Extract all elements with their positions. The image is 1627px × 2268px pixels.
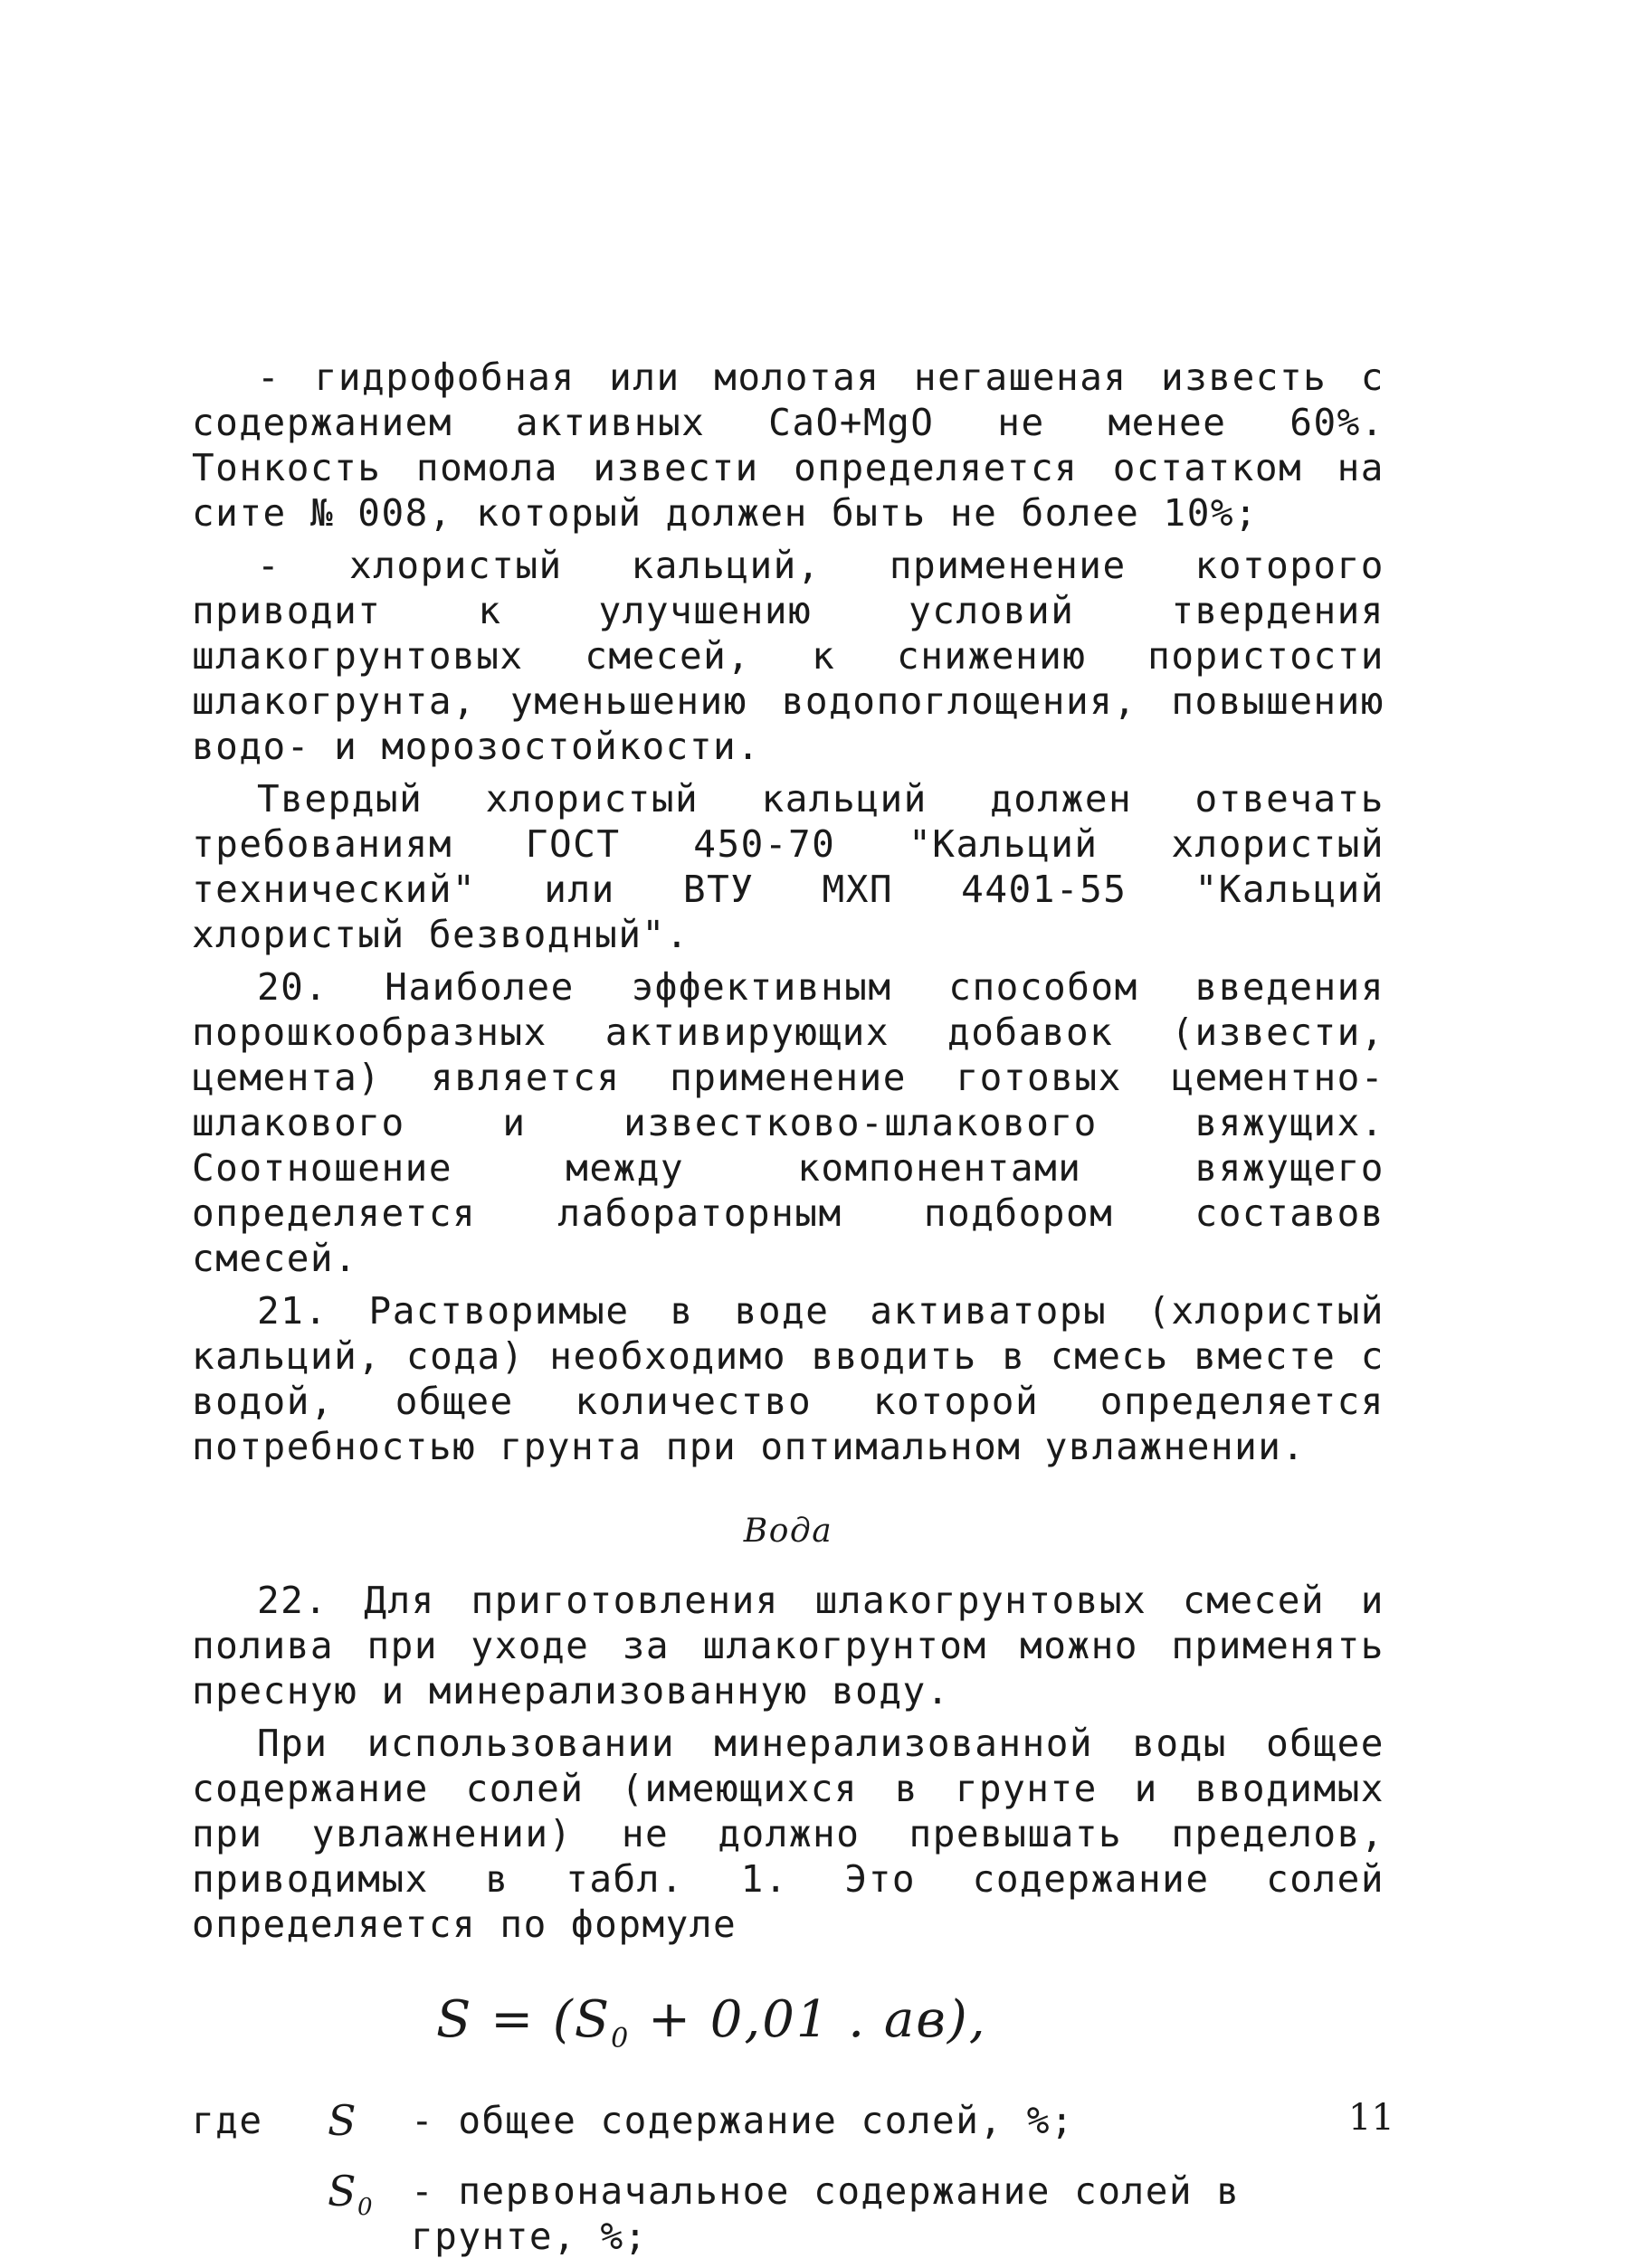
formula-tail: , [968, 1990, 987, 2049]
definition-symbol: $S_0$ [328, 2167, 375, 2222]
body-text [192, 355, 1384, 2268]
variable-definitions [192, 2098, 1384, 2268]
definition-row [192, 2168, 1384, 2268]
formula-s0: $S_0$ [574, 1990, 631, 2055]
paragraph-lime: - гидрофобная или молотая негашеная известь с содержанием активных CaO+MgO не менее 60%. Тонкость помола извести определяется остатком на сите № 008, который должен быть не более 10%; [192, 356, 1384, 535]
definition-text: - общее содержание солей, %; [411, 2099, 1075, 2143]
paragraph-mineralized-water: При использовании минерализованной воды общее содержание солей (имеющихся в грунте и вводимых при увлажнении) не должно превышать пределов, приводимых в табл. 1. Это содержание солей определяется по формуле [192, 1722, 1384, 1946]
formula-open-paren: ( [552, 1990, 575, 2049]
definition-symbol: S [328, 2096, 358, 2146]
formula-lhs: S [436, 1990, 473, 2049]
paragraph-calcium-chloride: - хлористый кальций, применение которого приводит к улучшению условий твердения шлакогрунтовых смесей, к снижению пористости шлакогрунта, уменьшению водопоглощения, повышению водо- и морозостойкости. [192, 544, 1384, 768]
paragraph-item-20: 20. Наиболее эффективным способом введения порошкообразных активирующих добавок (извести, цемента) является применение готовых цементно-шлакового и известково-шлакового вяжущих. Соотношение между компонентами вяжущего определяется лабораторным подбором составов смесей. [192, 965, 1384, 1280]
page-number: 11 [1348, 2097, 1394, 2139]
salt-content-formula [192, 1990, 1384, 2062]
paragraph-item-22: 22. Для приготовления шлакогрунтовых смесей и полива при уходе за шлакогрунтом можно применять пресную и минерализованную воду. [192, 1579, 1384, 1713]
formula-rest: + 0,01 . aв [648, 1990, 947, 2049]
paragraph-solid-calcium-chloride: Твердый хлористый кальций должен отвечать требованиям ГОСТ 450-70 "Кальций хлористый технический" или ВТУ МХП 4401-55 "Кальций хлористый безводный". [192, 777, 1384, 956]
where-word: где [192, 2099, 263, 2143]
definition-row [192, 2098, 1384, 2168]
section-heading-water: Вода [743, 1513, 833, 1550]
where-word-empty [192, 2168, 328, 2268]
formula-close-paren: ) [947, 1990, 969, 2049]
definition-text: - первоначальное содержание солей в грунте, %; [411, 2169, 1241, 2259]
paragraph-item-21: 21. Растворимые в воде активаторы (хлористый кальций, сода) необходимо вводить в смесь вместе с водой, общее количество которой определяется потребностью грунта при оптимальном увлажнении. [192, 1289, 1384, 1468]
formula-equals: = [490, 1990, 536, 2049]
